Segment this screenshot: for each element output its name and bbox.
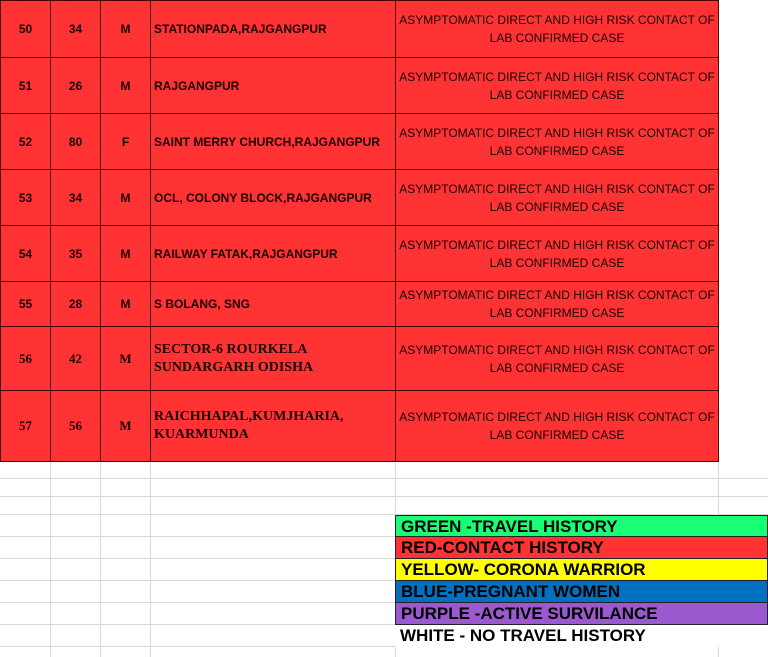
- age-cell[interactable]: 34: [51, 1, 101, 58]
- address-cell[interactable]: RAJGANGPUR: [151, 58, 396, 114]
- category-cell[interactable]: ASYMPTOMATIC DIRECT AND HIGH RISK CONTACT OF LAB CONFIRMED CASE: [396, 282, 719, 327]
- legend-yellow[interactable]: YELLOW- CORONA WARRIOR: [395, 559, 768, 581]
- serial-cell[interactable]: 55: [1, 282, 51, 327]
- grid-line: [0, 496, 768, 497]
- category-cell[interactable]: ASYMPTOMATIC DIRECT AND HIGH RISK CONTACT OF LAB CONFIRMED CASE: [396, 327, 719, 391]
- sex-cell[interactable]: M: [101, 1, 151, 58]
- serial-cell[interactable]: 54: [1, 226, 51, 282]
- age-cell[interactable]: 34: [51, 170, 101, 226]
- address-cell[interactable]: OCL, COLONY BLOCK,RAJGANGPUR: [151, 170, 396, 226]
- age-cell[interactable]: 80: [51, 114, 101, 170]
- sex-cell[interactable]: M: [101, 226, 151, 282]
- serial-cell[interactable]: 52: [1, 114, 51, 170]
- table-row: [1, 282, 719, 327]
- legend-blue[interactable]: BLUE-PREGNANT WOMEN: [395, 581, 768, 603]
- table-row: [1, 1, 719, 58]
- address-cell[interactable]: SAINT MERRY CHURCH,RAJGANGPUR: [151, 114, 396, 170]
- grid-line: [0, 478, 768, 479]
- table-row: [1, 226, 719, 282]
- age-cell[interactable]: 35: [51, 226, 101, 282]
- table-row: [1, 114, 719, 170]
- category-cell[interactable]: ASYMPTOMATIC DIRECT AND HIGH RISK CONTACT OF LAB CONFIRMED CASE: [396, 226, 719, 282]
- category-cell[interactable]: ASYMPTOMATIC DIRECT AND HIGH RISK CONTACT OF LAB CONFIRMED CASE: [396, 170, 719, 226]
- age-cell[interactable]: 28: [51, 282, 101, 327]
- sex-cell[interactable]: M: [101, 58, 151, 114]
- address-cell[interactable]: STATIONPADA,RAJGANGPUR: [151, 1, 396, 58]
- serial-cell[interactable]: 51: [1, 58, 51, 114]
- legend-purple[interactable]: PURPLE -ACTIVE SURVILANCE: [395, 603, 768, 625]
- sex-cell[interactable]: M: [101, 391, 151, 462]
- age-cell[interactable]: 42: [51, 327, 101, 391]
- legend-green[interactable]: GREEN -TRAVEL HISTORY: [395, 515, 768, 537]
- serial-cell[interactable]: 50: [1, 1, 51, 58]
- serial-cell[interactable]: 57: [1, 391, 51, 462]
- category-cell[interactable]: ASYMPTOMATIC DIRECT AND HIGH RISK CONTACT OF LAB CONFIRMED CASE: [396, 391, 719, 462]
- color-legend: [395, 515, 768, 647]
- table-row: [1, 391, 719, 462]
- table-row: [1, 170, 719, 226]
- sex-cell[interactable]: M: [101, 282, 151, 327]
- sex-cell[interactable]: M: [101, 327, 151, 391]
- address-cell[interactable]: RAICHHAPAL,KUMJHARIA, KUARMUNDA: [151, 391, 396, 462]
- sex-cell[interactable]: M: [101, 170, 151, 226]
- address-cell[interactable]: SECTOR-6 ROURKELA SUNDARGARH ODISHA: [151, 327, 396, 391]
- category-cell[interactable]: ASYMPTOMATIC DIRECT AND HIGH RISK CONTACT OF LAB CONFIRMED CASE: [396, 1, 719, 58]
- legend-white[interactable]: WHITE - NO TRAVEL HISTORY: [395, 625, 768, 647]
- age-cell[interactable]: 56: [51, 391, 101, 462]
- legend-red[interactable]: RED-CONTACT HISTORY: [395, 537, 768, 559]
- category-cell[interactable]: ASYMPTOMATIC DIRECT AND HIGH RISK CONTACT OF LAB CONFIRMED CASE: [396, 114, 719, 170]
- serial-cell[interactable]: 53: [1, 170, 51, 226]
- address-cell[interactable]: RAILWAY FATAK,RAJGANGPUR: [151, 226, 396, 282]
- table-row: [1, 327, 719, 391]
- table-row: [1, 58, 719, 114]
- category-cell[interactable]: ASYMPTOMATIC DIRECT AND HIGH RISK CONTACT OF LAB CONFIRMED CASE: [396, 58, 719, 114]
- address-cell[interactable]: S BOLANG, SNG: [151, 282, 396, 327]
- serial-cell[interactable]: 56: [1, 327, 51, 391]
- age-cell[interactable]: 26: [51, 58, 101, 114]
- sex-cell[interactable]: F: [101, 114, 151, 170]
